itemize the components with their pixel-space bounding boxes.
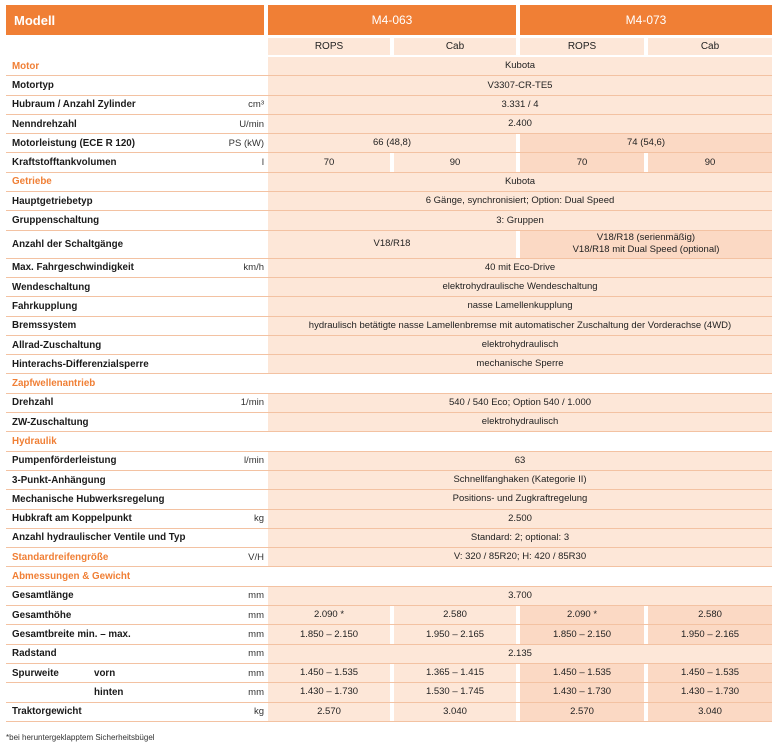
row-unit: km/h: [243, 262, 264, 274]
row-value: 2.090 *: [520, 606, 644, 624]
row-value: 3.700: [268, 587, 772, 605]
row-label: Hinterachs-Differenzialsperre: [12, 358, 149, 370]
row-value: 2.500: [268, 510, 772, 528]
row-label: Hauptgetriebetyp: [12, 195, 93, 207]
row-unit: mm: [248, 628, 264, 640]
row-label: Zapfwellenantrieb: [12, 378, 96, 390]
row-label: Gesamthöhe: [12, 609, 72, 621]
row-label: Drehzahl: [12, 397, 54, 409]
row-value: 74 (54,6): [520, 134, 772, 152]
row-label: Fahrkupplung: [12, 300, 78, 312]
row-label: Hubraum / Anzahl Zylinder: [12, 99, 136, 111]
row-value: 1.950 – 2.165: [394, 625, 516, 643]
row-label: Getriebe: [12, 176, 52, 188]
row-unit: mm: [248, 609, 264, 621]
table-row: [6, 664, 772, 683]
table-row: [6, 278, 772, 297]
row-value: 90: [394, 153, 516, 171]
row-value: 2.400: [268, 115, 772, 133]
row-label: ZW-Zuschaltung: [12, 416, 89, 428]
row-label: Motor: [12, 60, 40, 72]
row-label: Anzahl hydraulischer Ventile und Typ: [12, 532, 186, 544]
row-label: Gesamtbreite min. – max.: [12, 628, 131, 640]
row-value: 63: [268, 452, 772, 470]
row-unit: l/min: [243, 455, 264, 467]
table-row: [6, 625, 772, 644]
row-label: Abmessungen & Gewicht: [12, 571, 131, 583]
table-row: [6, 548, 772, 567]
row-label: Max. Fahrgeschwindigkeit: [12, 262, 134, 274]
table-row: [6, 432, 772, 451]
table-row: [6, 76, 772, 95]
row-value: 3.331 / 4: [268, 96, 772, 114]
row-label: Standardreifengröße: [12, 551, 109, 563]
row-unit: mm: [248, 686, 264, 698]
row-label: 3-Punkt-Anhängung: [12, 474, 106, 486]
row-value: 70: [268, 153, 390, 171]
row-value: V18/R18 (serienmäßig) V18/R18 mit Dual Speed (optional): [520, 231, 772, 258]
row-value: 70: [520, 153, 644, 171]
row-value: 1.430 – 1.730: [268, 683, 390, 701]
table-row: [6, 703, 772, 722]
row-label: Radstand: [12, 648, 57, 660]
spec-table: [6, 5, 772, 722]
row-label: Motorleistung (ECE R 120): [12, 137, 136, 149]
row-label: Allrad-Zuschaltung: [12, 339, 102, 351]
row-value: 1.430 – 1.730: [648, 683, 772, 701]
table-row: [6, 510, 772, 529]
row-value: nasse Lamellenkupplung: [268, 297, 772, 315]
table-row: [6, 57, 772, 76]
subheader-cab-2: Cab: [648, 38, 772, 55]
row-value: 3.040: [648, 703, 772, 721]
row-unit: cm³: [248, 99, 264, 111]
row-label: Wendeschaltung: [12, 281, 91, 293]
table-row: [6, 645, 772, 664]
table-row: [6, 153, 772, 172]
row-value: 3.040: [394, 703, 516, 721]
row-value: 90: [648, 153, 772, 171]
subheader: [6, 35, 772, 57]
row-value: elektrohydraulisch: [268, 336, 772, 354]
row-unit: PS (kW): [228, 137, 264, 149]
row-value: elektrohydraulische Wendeschaltung: [268, 278, 772, 296]
footnote: *bei heruntergeklapptem Sicherheitsbügel: [6, 733, 155, 742]
table-row: [6, 336, 772, 355]
row-value: 2.570: [520, 703, 644, 721]
table-row: [6, 211, 772, 230]
row-value: hydraulisch betätigte nasse Lamellenbremse mit automatischer Zuschaltung der Vorderachse (4WD): [268, 317, 772, 335]
row-value: Kubota: [268, 57, 772, 75]
row-value: Positions- und Zugkraftregelung: [268, 490, 772, 508]
row-value: 1.530 – 1.745: [394, 683, 516, 701]
table-row: [6, 297, 772, 316]
table-row: [6, 134, 772, 153]
row-label: Spurweite: [12, 667, 59, 679]
subheader-cab-1: Cab: [394, 38, 516, 55]
row-value: 40 mit Eco-Drive: [268, 259, 772, 277]
row-value: V: 320 / 85R20; H: 420 / 85R30: [268, 548, 772, 566]
row-sublabel: vorn: [94, 667, 116, 679]
subheader-rops-2: ROPS: [520, 38, 644, 55]
table-row: [6, 683, 772, 702]
row-unit: kg: [253, 513, 264, 525]
row-value: 1.450 – 1.535: [268, 664, 390, 682]
table-row: [6, 96, 772, 115]
table-row: [6, 173, 772, 192]
table-row: [6, 192, 772, 211]
table-row: [6, 259, 772, 278]
table-row: [6, 567, 772, 586]
table-body: [6, 57, 772, 722]
table-row: [6, 471, 772, 490]
table-row: [6, 529, 772, 548]
row-unit: U/min: [239, 118, 264, 130]
row-label: Traktorgewicht: [12, 706, 82, 718]
row-value: mechanische Sperre: [268, 355, 772, 373]
row-label: Hydraulik: [12, 435, 57, 447]
row-value: 2.580: [648, 606, 772, 624]
row-value: 1.450 – 1.535: [520, 664, 644, 682]
table-row: [6, 587, 772, 606]
row-value: 66 (48,8): [268, 134, 516, 152]
table-row: [6, 231, 772, 259]
row-unit: mm: [248, 648, 264, 660]
row-unit: 1/min: [240, 397, 264, 409]
row-label: Pumpenförderleistung: [12, 455, 117, 467]
row-label: Mechanische Hubwerksregelung: [12, 493, 165, 505]
row-value: 1.430 – 1.730: [520, 683, 644, 701]
table-row: [6, 374, 772, 393]
row-sublabel-wrap: [94, 664, 115, 682]
row-unit: kg: [253, 706, 264, 718]
row-value: Schnellfanghaken (Kategorie II): [268, 471, 772, 489]
table-row: [6, 606, 772, 625]
row-value: 2.135: [268, 645, 772, 663]
row-value: 1.450 – 1.535: [648, 664, 772, 682]
row-value: 1.365 – 1.415: [394, 664, 516, 682]
table-row: [6, 115, 772, 134]
row-sublabel-wrap: [94, 683, 123, 701]
row-value: V18/R18: [268, 231, 516, 258]
row-unit: mm: [248, 590, 264, 602]
table-row: [6, 452, 772, 471]
row-value: 1.850 – 2.150: [268, 625, 390, 643]
table-row: [6, 490, 772, 509]
row-value: 2.090 *: [268, 606, 390, 624]
row-label: Hubkraft am Koppelpunkt: [12, 513, 132, 525]
header-model-2: M4-073: [520, 5, 772, 35]
row-value: 3: Gruppen: [268, 211, 772, 229]
table-row: [6, 355, 772, 374]
row-unit: mm: [248, 667, 264, 679]
row-value: 1.950 – 2.165: [648, 625, 772, 643]
table-header: [6, 5, 772, 35]
row-value: 2.580: [394, 606, 516, 624]
row-label: Motortyp: [12, 79, 54, 91]
row-value: 1.850 – 2.150: [520, 625, 644, 643]
row-sublabel: hinten: [94, 686, 124, 698]
table-row: [6, 394, 772, 413]
row-value: Kubota: [268, 173, 772, 191]
header-modell: Modell: [6, 5, 264, 35]
table-row: [6, 413, 772, 432]
row-value: elektrohydraulisch: [268, 413, 772, 431]
row-value: 540 / 540 Eco; Option 540 / 1.000: [268, 394, 772, 412]
row-unit: V/H: [248, 551, 264, 563]
subheader-rops-1: ROPS: [268, 38, 390, 55]
row-unit: l: [261, 157, 264, 169]
row-label: Anzahl der Schaltgänge: [12, 238, 124, 250]
row-label: Bremssystem: [12, 320, 77, 332]
row-label: Kraftstofftankvolumen: [12, 157, 117, 169]
row-label: Nenndrehzahl: [12, 118, 77, 130]
row-value: 2.570: [268, 703, 390, 721]
header-model-1: M4-063: [268, 5, 516, 35]
row-label: Gesamtlänge: [12, 590, 74, 602]
row-label: Gruppenschaltung: [12, 215, 100, 227]
row-value: Standard: 2; optional: 3: [268, 529, 772, 547]
row-value: 6 Gänge, synchronisiert; Option: Dual Speed: [268, 192, 772, 210]
table-row: [6, 317, 772, 336]
row-value: V3307-CR-TE5: [268, 76, 772, 94]
